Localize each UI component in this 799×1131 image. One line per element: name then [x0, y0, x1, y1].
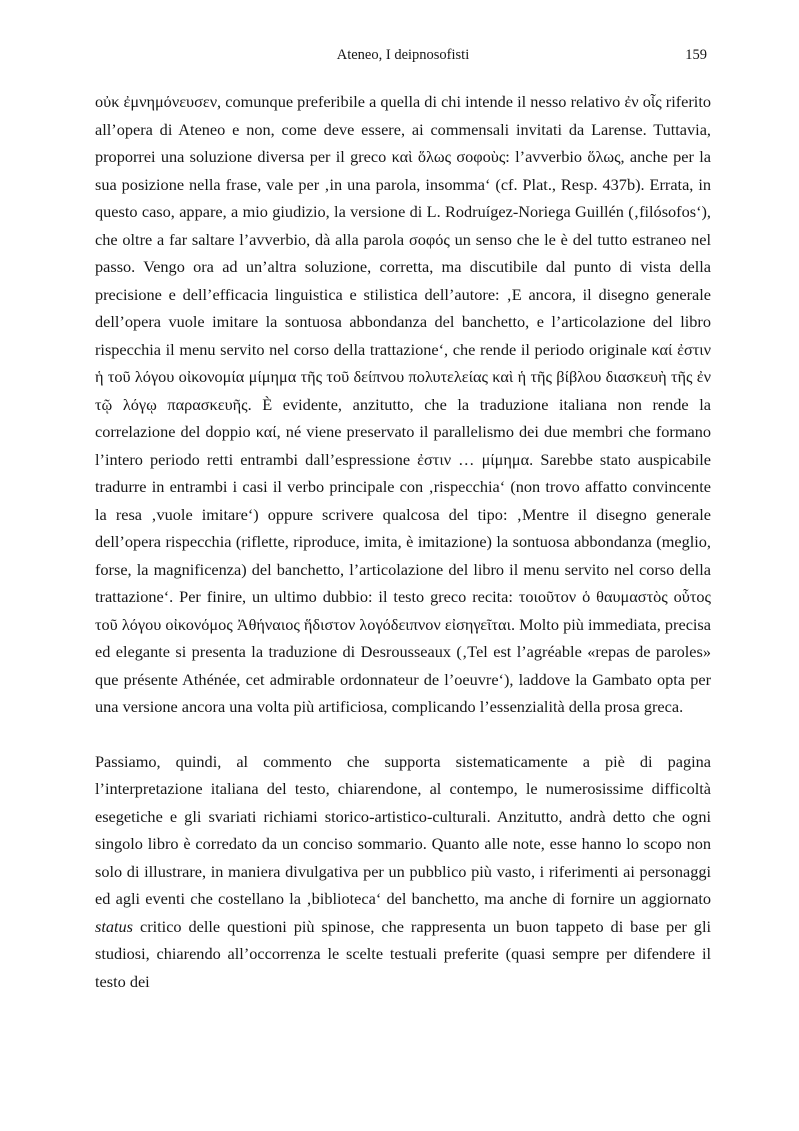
- paragraph-1: [95, 88, 711, 721]
- paragraph-1-text: οὐκ ἐμνημόνευσεν, comunque preferibile a quella di chi intende il nesso relativo ἐν οἷς riferito all’opera di Ateneo e non, come deve essere, ai commensali invitati da Larense. Tuttavia, proporrei una soluzione diversa per il greco καὶ ὅλως σοφοὺς: l’avverbio ὅλως, anche per la sua posizione nella frase, vale per ‚in una parola, insomma‘ (cf. Plat., Resp. 437b). Errata, in questo caso, appare, a mio giudizio, la versione di L. Rodruígez-Noriega Guillén (‚filósofos‘), che oltre a far saltare l’avverbio, dà alla parola σοφός un senso che le è del tutto estraneo nel passo. Vengo ora ad un’altra soluzione, corretta, ma discutibile dal punto di vista della precisione e dell’efficacia linguistica e stilistica dell’autore: ‚E ancora, il disegno generale dell’opera vuole imitare la sontuosa abbondanza del banchetto, e l’articolazione del libro rispecchia il menu servito nel corso della trattazione‘, che rende il periodo originale καί ἐστιν ἡ τοῦ λόγου οἰκονομία μίμημα τῆς τοῦ δείπνου πολυτελείας καὶ ἡ τῆς βίβλου διασκευὴ τῆς ἐν τῷ λόγῳ παρασκευῆς. È evidente, anzitutto, che la traduzione italiana non rende la correlazione del doppio καί, né viene preservato il parallelismo dei due membri che formano l’intero periodo retti entrambi dall’espressione ἐστιν … μίμημα. Sarebbe stato auspicabile tradurre in entrambi i casi il verbo principale con ‚rispecchia‘ (non trovo affatto convincente la resa ‚vuole imitare‘) oppure scrivere qualcosa del tipo: ‚Mentre il disegno generale dell’opera rispecchia (riflette, riproduce, imita, è imitazione) la sontuosa abbondanza (meglio, forse, la magnificenza) del banchetto, l’articolazione del libro il menu servito nel corso della trattazione‘. Per finire, un ultimo dubbio: il testo greco recita: τοιοῦτον ὁ θαυμαστὸς οὗτος τοῦ λόγου οἰκονόμος Ἀθήναιος ἥδιστον λογόδειπνον εἰσηγεῖται. Molto più immediata, precisa ed elegante si presenta la traduzione di Desrousseaux (‚Tel est l’agréable «repas de paroles» que présente Athénée, cet admirable ordonnateur de l’oeuvre‘), laddove la Gambato opta per una versione ancora una volta più artificiosa, complicando l’essenzialità della prosa greca.: [95, 92, 711, 716]
- paragraph-2-text-before: Passiamo, quindi, al commento che supporta sistematicamente a piè di pagina l’interpretazione italiana del testo, chiarendone, al contempo, le numerosissime difficoltà esegetiche e gli svariati richiami storico-artistico-culturali. Anzitutto, andrà detto che ogni singolo libro è corredato da un conciso sommario. Quanto alle note, esse hanno lo scopo non solo di illustrare, in maniera divulgativa per un pubblico più vasto, i riferimenti ai personaggi ed agli eventi che costellano la ‚biblioteca‘ del banchetto, ma anche di fornire un aggiornato: [95, 751, 711, 908]
- running-header: [95, 46, 711, 64]
- paragraph-2: [95, 748, 711, 996]
- body-text: [95, 88, 711, 995]
- paragraph-2-text-after: critico delle questioni più spinose, che rappresenta un buon tappeto di base per gli studiosi, chiarendo all’occorrenza le scelte testuali preferite (quasi sempre per difendere il testo dei: [95, 916, 711, 991]
- paragraph-2-italic-term: status: [95, 916, 134, 936]
- running-header-title: Ateneo, I deipnosofisti: [336, 47, 470, 63]
- page-number: 159: [685, 47, 707, 63]
